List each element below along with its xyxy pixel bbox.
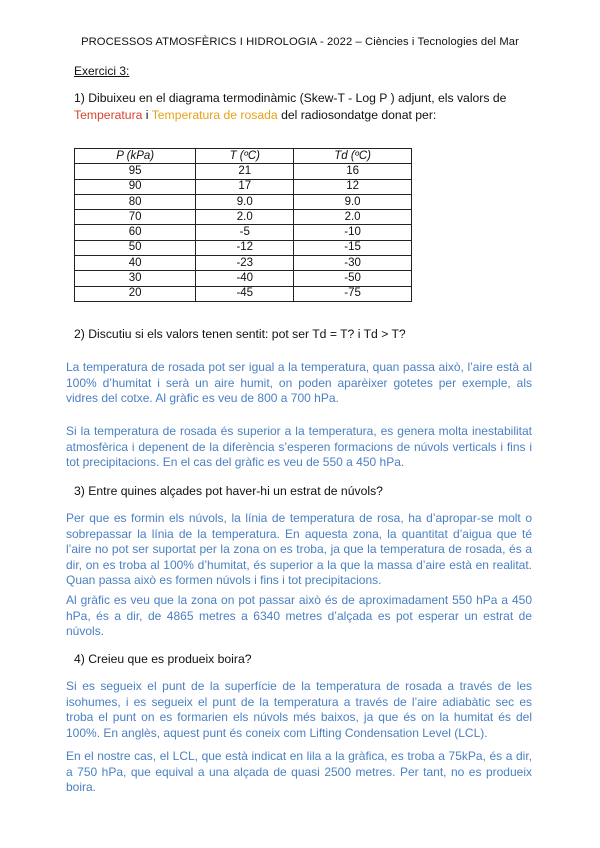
question-4: 4) Creieu que es produeix boira?	[74, 652, 252, 666]
header-temperature: T (ºC)	[196, 149, 294, 164]
cell-temperature: 9.0	[196, 194, 294, 209]
cell-temperature: -5	[196, 225, 294, 240]
answer-4-paragraph-1: Si es segueix el punt de la superfície de la temperatura de rosada a través de les isohumes, i es segueix el punt de la temperatura a través de l’aire adiabàtic sec es troba el punt on es formarien els núvols més baixos, ja que és on la humitat és del 100%. En anglès, aquest punt és coneix com Lifting Condensation Level (LCL).	[66, 679, 532, 740]
table-row	[75, 210, 412, 225]
table-row	[75, 164, 412, 179]
cell-pressure: 95	[75, 164, 196, 179]
table-row	[75, 286, 412, 301]
table-row	[75, 240, 412, 255]
cell-dewpoint: -10	[294, 225, 412, 240]
table-header-row	[75, 149, 412, 164]
answer-3-paragraph-1: Per que es formin els núvols, la línia de temperatura de rosa, ha d’apropar-se molt o sobrepassar la línia de la temperatura. En aquesta zona, la quantitat d’aigua que té l’aire no pot ser suportat per la zona on es troba, ja que la temperatura de rosada, és a dir, on es troba al 100% d’humitat, és superior a la que la massa d’aire està en realitat. Quan passa això es formen núvols i fins i tot precipitacions.	[66, 511, 532, 588]
cell-dewpoint: -75	[294, 286, 412, 301]
cell-dewpoint: -30	[294, 256, 412, 271]
exercise-title: Exercici 3:	[74, 64, 130, 78]
answer-4-paragraph-2: En el nostre cas, el LCL, que està indicat en lila a la gràfica, es troba a 75kPa, és a dir, a 750 hPa, que equival a una alçada de quasi 2500 metres. Per tant, no es produeix boira.	[66, 749, 532, 795]
page-header: PROCESSOS ATMOSFÈRICS I HIDROLOGIA - 2022 – Ciències i Tecnologies del Mar	[81, 36, 519, 48]
cell-temperature: -12	[196, 240, 294, 255]
cell-temperature: 21	[196, 164, 294, 179]
table-row	[75, 194, 412, 209]
cell-temperature: 17	[196, 179, 294, 194]
cell-dewpoint: -15	[294, 240, 412, 255]
cell-dewpoint: 9.0	[294, 194, 412, 209]
cell-pressure: 90	[75, 179, 196, 194]
cell-temperature: -40	[196, 271, 294, 286]
question-1-text-end: del radiosondatge donat per:	[277, 108, 437, 122]
question-1-text-start: 1) Dibuixeu en el diagrama termodinàmic (Skew-T - Log P ) adjunt, els valors de	[74, 91, 507, 105]
cell-pressure: 80	[75, 194, 196, 209]
cell-temperature: 2.0	[196, 210, 294, 225]
cell-pressure: 60	[75, 225, 196, 240]
radiosonde-table	[74, 148, 412, 302]
question-3: 3) Entre quines alçades pot haver-hi un estrat de núvols?	[74, 484, 383, 498]
temperature-label: Temperatura	[74, 108, 143, 122]
table-row	[75, 256, 412, 271]
cell-pressure: 30	[75, 271, 196, 286]
dewpoint-label: Temperatura de rosada	[151, 108, 278, 122]
answer-3-paragraph-2: Al gràfic es veu que la zona on pot passar això és de aproximadament 550 hPa a 450 hPa, és a dir, de 4865 metres a 6340 metres d’alçada es pot esperar un estrat de núvols.	[66, 593, 532, 639]
table-row	[75, 271, 412, 286]
cell-temperature: -23	[196, 256, 294, 271]
header-dewpoint: Td (ºC)	[294, 149, 412, 164]
header-pressure: P (kPa)	[75, 149, 196, 164]
table-row	[75, 225, 412, 240]
cell-pressure: 20	[75, 286, 196, 301]
cell-pressure: 50	[75, 240, 196, 255]
cell-dewpoint: 2.0	[294, 210, 412, 225]
table-row	[75, 179, 412, 194]
answer-2-paragraph-1: La temperatura de rosada pot ser igual a la temperatura, quan passa això, l’aire està al 100% d’humitat i serà un aire humit, on poden aparèixer gotetes per exemple, als vidres del cotxe. Al gràfic es veu de 800 a 700 hPa.	[66, 360, 532, 406]
cell-dewpoint: -50	[294, 271, 412, 286]
cell-dewpoint: 16	[294, 164, 412, 179]
question-1-and: i	[142, 108, 152, 122]
question-1	[74, 90, 534, 124]
cell-pressure: 70	[75, 210, 196, 225]
cell-temperature: -45	[196, 286, 294, 301]
answer-2-paragraph-2: Si la temperatura de rosada és superior a la temperatura, es genera molta inestabilitat atmosfèrica i depenent de la diferència s’esperen formacions de núvols verticals i fins i tot precipitacions. En el cas del gràfic es veu de 550 a 450 hPa.	[66, 424, 532, 470]
cell-pressure: 40	[75, 256, 196, 271]
cell-dewpoint: 12	[294, 179, 412, 194]
question-2: 2) Discutiu si els valors tenen sentit: pot ser Td = T? i Td > T?	[74, 327, 406, 341]
